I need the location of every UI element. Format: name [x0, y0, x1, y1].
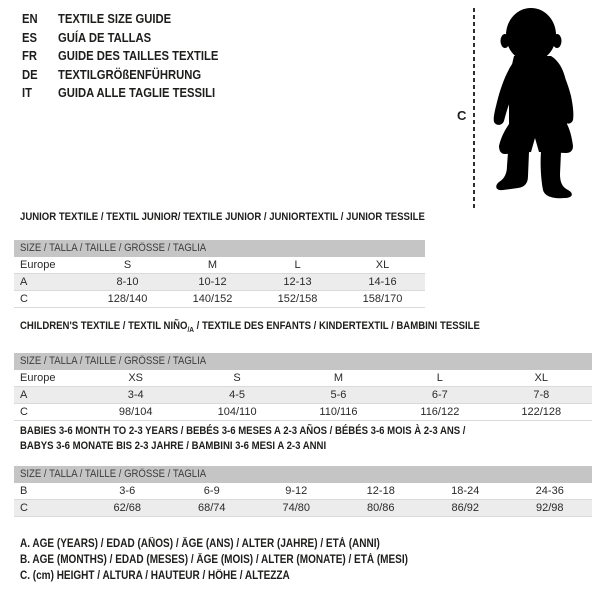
row-label: A: [14, 387, 85, 404]
language-row-it: [22, 84, 218, 103]
table-cell: 128/140: [85, 291, 170, 308]
language-title: GUIDE DES TAILLES TEXTILE: [58, 49, 219, 63]
table-row: [14, 291, 425, 308]
table-cell: 62/68: [85, 500, 170, 517]
table-cell: XS: [85, 370, 186, 387]
language-row-en: [22, 10, 218, 29]
language-row-de: [22, 66, 218, 85]
table-row: [14, 274, 425, 291]
size-header-label: SIZE / TALLA / TAILLE / GRÖSSE / TAGLIA: [20, 355, 207, 368]
table-cell: 116/122: [389, 404, 490, 421]
table-cell: 140/152: [170, 291, 255, 308]
table-cell: 18-24: [423, 483, 508, 500]
table-cell: 152/158: [255, 291, 340, 308]
table-cell: 80/86: [339, 500, 424, 517]
table-cell: M: [170, 257, 255, 274]
table-row: [14, 370, 592, 387]
children-title-suffix: / TEXTILE DES ENFANTS / KINDERTEXTIL / BAMBINI TESSILE: [193, 320, 480, 332]
table-cell: M: [288, 370, 389, 387]
size-header-label: SIZE / TALLA / TAILLE / GRÖSSE / TAGLIA: [20, 242, 207, 254]
table-cell: 10-12: [170, 274, 255, 291]
table-cell: 4-5: [186, 387, 287, 404]
children-title-prefix: CHILDREN'S TEXTILE / TEXTIL NIÑO: [20, 320, 188, 332]
table-cell: 68/74: [170, 500, 255, 517]
babies-table-title-line1: BABIES 3-6 MONTH TO 2-3 YEARS / BEBÉS 3-6 MESES A 2-3 AÑOS / BÉBÉS 3-6 MOIS À 2-3 ANS /: [20, 425, 466, 437]
row-label: C: [14, 404, 85, 421]
table-row: [14, 404, 592, 421]
children-title-subscript: /A: [187, 325, 194, 335]
table-row: [14, 257, 425, 274]
table-cell: 6-7: [389, 387, 490, 404]
footnote-age-months: B. AGE (MONTHS) / EDAD (MESES) / ÂGE (MOIS) / ALTER (MONATE) / ETÀ (MESI): [20, 554, 408, 566]
table-row: [14, 500, 592, 517]
row-label: B: [14, 483, 85, 500]
children-size-table: [14, 370, 592, 421]
table-cell: 104/110: [186, 404, 287, 421]
table-row: [14, 387, 592, 404]
children-size-header-bar: [14, 353, 592, 370]
babies-size-table: [14, 483, 592, 517]
footnote-height-cm: C. (cm) HEIGHT / ALTURA / HAUTEUR / HÖHE / ALTEZZA: [20, 570, 290, 582]
table-cell: 98/104: [85, 404, 186, 421]
language-code: EN: [22, 12, 38, 26]
table-cell: 86/92: [423, 500, 508, 517]
table-cell: 8-10: [85, 274, 170, 291]
table-cell: XL: [491, 370, 592, 387]
junior-size-header-bar: [14, 240, 425, 257]
table-cell: 3-4: [85, 387, 186, 404]
table-cell: 9-12: [254, 483, 339, 500]
table-cell: 5-6: [288, 387, 389, 404]
table-cell: 110/116: [288, 404, 389, 421]
table-cell: 12-13: [255, 274, 340, 291]
table-cell: 7-8: [491, 387, 592, 404]
table-cell: 74/80: [254, 500, 339, 517]
language-title: TEXTILGRÖßENFÜHRUNG: [58, 67, 202, 82]
children-textile-section: [14, 319, 592, 421]
language-row-fr: [22, 47, 218, 66]
language-code: DE: [22, 67, 38, 82]
row-label: C: [14, 500, 85, 517]
baby-silhouette-icon: [481, 5, 581, 207]
language-title: GUÍA DE TALLAS: [58, 30, 152, 45]
table-cell: 12-18: [339, 483, 424, 500]
table-cell: 24-36: [508, 483, 593, 500]
row-label: C: [14, 291, 85, 308]
table-cell: 3-6: [85, 483, 170, 500]
table-cell: 158/170: [340, 291, 425, 308]
footnote-age-years: A. AGE (YEARS) / EDAD (AÑOS) / ÂGE (ANS) / ALTER (JAHRE) / ETÀ (ANNI): [20, 538, 380, 550]
table-cell: XL: [340, 257, 425, 274]
language-code: ES: [22, 30, 38, 45]
table-cell: 6-9: [170, 483, 255, 500]
babies-size-header-bar: [14, 466, 592, 483]
language-row-es: [22, 29, 218, 48]
table-cell: L: [255, 257, 340, 274]
table-cell: S: [85, 257, 170, 274]
footnote-legend: [20, 536, 466, 584]
junior-size-table: [14, 257, 425, 308]
height-dotted-line: [473, 8, 475, 210]
row-label: Europe: [14, 370, 85, 387]
table-cell: S: [186, 370, 287, 387]
language-code: FR: [22, 49, 38, 63]
row-label: A: [14, 274, 85, 291]
language-code: IT: [22, 86, 32, 100]
row-label: Europe: [14, 257, 85, 274]
children-table-title: [20, 319, 518, 337]
babies-textile-section: [14, 424, 592, 517]
language-title-list: [22, 10, 240, 103]
babies-table-title-line2: BABYS 3-6 MONATE BIS 2-3 JAHRE / BAMBINI 3-6 MESI A 2-3 ANNI: [20, 440, 327, 452]
language-title: TEXTILE SIZE GUIDE: [58, 12, 172, 26]
junior-textile-section: [14, 210, 425, 308]
language-title: GUIDA ALLE TAGLIE TESSILI: [58, 86, 216, 100]
table-cell: 122/128: [491, 404, 592, 421]
table-cell: L: [389, 370, 490, 387]
size-header-label: SIZE / TALLA / TAILLE / GRÖSSE / TAGLIA: [20, 468, 207, 480]
height-measure-label: C: [457, 108, 467, 123]
table-cell: 14-16: [340, 274, 425, 291]
junior-table-title: JUNIOR TEXTILE / TEXTIL JUNIOR/ TEXTILE JUNIOR / JUNIORTEXTIL / JUNIOR TESSILE: [20, 211, 425, 223]
table-row: [14, 483, 592, 500]
table-cell: 92/98: [508, 500, 593, 517]
